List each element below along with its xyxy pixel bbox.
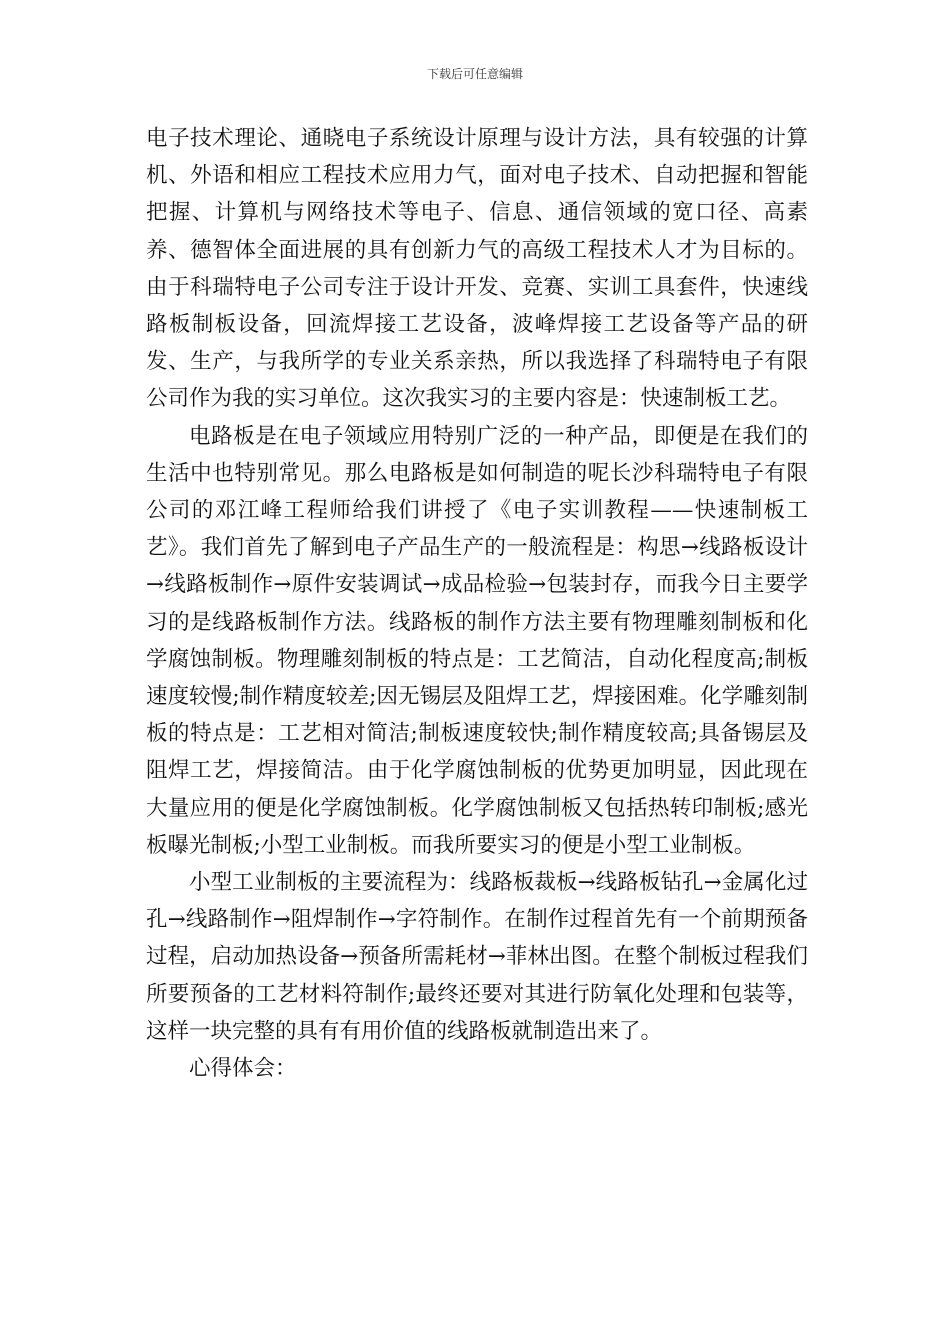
page-header-note: 下载后可任意编辑 (426, 67, 523, 81)
paragraph-circuit-board: 电路板是在电子领域应用特别广泛的一种产品，即便是在我们的生活中也特别常见。那么电路板是如何制造的呢长沙科瑞特电子有限公司的邓江峰工程师给我们讲授了《电子实训教程——快速制板工艺》。我们首先了解到电子产品生产的一般流程是：构思→线路板设计→线路板制作→原件安装调试→成品检验→包装封存，而我今日主要学习的是线路板制作方法。线路板的制作方法主要有物理雕刻制板和化学腐蚀制板。物理雕刻制板的特点是：工艺简洁，自动化程度高;制板速度较慢;制作精度较差;因无锡层及阻焊工艺，焊接困难。化学雕刻制板的特点是：工艺相对简洁;制板速度较快;制作精度较高;具备锡层及阻焊工艺，焊接简洁。由于化学腐蚀制板的优势更加明显，因此现在大量应用的便是化学腐蚀制板。化学腐蚀制板又包括热转印制板;感光板曝光制板;小型工业制板。而我所要实习的便是小型工业制板。 (146, 423, 808, 858)
paragraph-intro: 电子技术理论、通晓电子系统设计原理与设计方法，具有较强的计算机、外语和相应工程技术应用力气，面对电子技术、自动把握和智能把握、计算机与网络技术等电子、信息、通信领域的宽口径、高素养、德智体全面进展的具有创新力气的高级工程技术人才为目标的。由于科瑞特电子公司专注于设计开发、竞赛、实训工具套件，快速线路板制板设备，回流焊接工艺设备，波峰焊接工艺设备等产品的研发、生产，与我所学的专业关系亲热，所以我选择了科瑞特电子有限公司作为我的实习单位。这次我实习的主要内容是：快速制板工艺。 (146, 126, 808, 412)
body-text (146, 120, 808, 1087)
paragraph-reflection-heading: 心得体会： (189, 1056, 297, 1082)
paragraph-industrial-process: 小型工业制板的主要流程为：线路板裁板→线路板钻孔→金属化过孔→线路制作→阻焊制作→字符制作。在制作过程首先有一个前期预备过程，启动加热设备→预备所需耗材→菲林出图。在整个制板过程我们所要预备的工艺材料符制作;最终还要对其进行防氧化处理和包装等，这样一块完整的具有有用价值的线路板就制造出来了。 (146, 870, 808, 1044)
